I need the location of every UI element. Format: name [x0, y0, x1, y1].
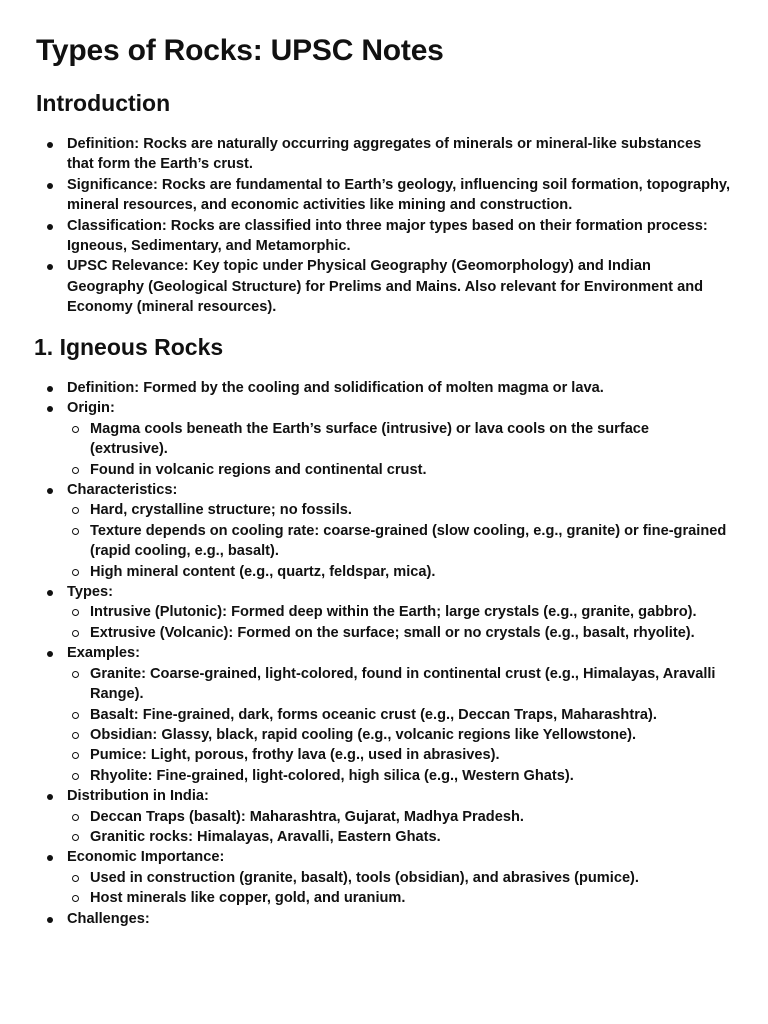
list-item	[40, 480, 730, 582]
list-item	[40, 134, 730, 175]
list-item	[40, 175, 730, 216]
list-item-text: UPSC Relevance: Key topic under Physical Geography (Geomorphology) and Indian Geography (Geological Structure) for Prelims and Mains. Also relevant for Environment and Economy (mineral resources).	[67, 258, 704, 316]
sub-list-item-text: Hard, crystalline structure; no fossils.	[90, 502, 352, 519]
sub-list-item	[67, 562, 730, 582]
sub-list-item-text: Pumice: Light, porous, frothy lava (e.g., used in abrasives).	[90, 747, 500, 764]
sub-list-item-text: Obsidian: Glassy, black, rapid cooling (e.g., volcanic regions like Yellowstone).	[90, 726, 637, 743]
circle-bullet-icon	[72, 507, 79, 514]
circle-bullet-icon	[72, 712, 79, 719]
circle-bullet-icon	[72, 630, 79, 637]
bullet-icon	[47, 406, 53, 412]
sub-list	[67, 868, 730, 909]
bullet-icon	[47, 488, 53, 494]
circle-bullet-icon	[72, 467, 79, 474]
circle-bullet-icon	[72, 609, 79, 616]
list-item-label: Challenges:	[67, 910, 150, 927]
circle-bullet-icon	[72, 569, 79, 576]
sub-list-item-text: Found in volcanic regions and continental crust.	[90, 461, 427, 478]
sub-list-item-text: Granitic rocks: Himalayas, Aravalli, Eastern Ghats.	[90, 828, 441, 845]
circle-bullet-icon	[72, 773, 79, 780]
sub-list-item-text: Granite: Coarse-grained, light-colored, found in continental crust (e.g., Himalayas, Aravalli Range).	[90, 665, 716, 703]
sub-list-item-text: Intrusive (Plutonic): Formed deep within the Earth; large crystals (e.g., granite, gabbro).	[90, 604, 697, 621]
bullet-icon	[47, 651, 53, 657]
list-item	[40, 378, 730, 398]
list-item-label: Examples:	[67, 645, 141, 662]
circle-bullet-icon	[72, 814, 79, 821]
introduction-list	[40, 134, 730, 318]
list-item	[40, 582, 730, 643]
sub-list-item	[67, 868, 730, 888]
sub-list-item	[67, 888, 730, 908]
list-item	[40, 216, 730, 257]
page-title: Types of Rocks: UPSC Notes	[36, 34, 444, 67]
sub-list-item-text: Extrusive (Volcanic): Formed on the surface; small or no crystals (e.g., basalt, rhyolite).	[90, 624, 695, 641]
sub-list-item-text: High mineral content (e.g., quartz, feldspar, mica).	[90, 563, 436, 580]
bullet-icon	[47, 794, 53, 800]
list-item-text: Definition: Formed by the cooling and solidification of molten magma or lava.	[67, 380, 604, 396]
introduction-heading: Introduction	[36, 90, 171, 116]
list-item	[40, 398, 730, 480]
bullet-icon	[47, 855, 53, 861]
list-item	[40, 643, 730, 786]
sub-list-item-text: Magma cools beneath the Earth’s surface (intrusive) or lava cools on the surface (extrusive).	[90, 420, 650, 458]
circle-bullet-icon	[72, 426, 79, 433]
sub-list-item-text: Host minerals like copper, gold, and uranium.	[90, 890, 406, 907]
list-item-label: Economic Importance:	[67, 849, 225, 866]
list-item-label: Characteristics:	[67, 482, 178, 499]
list-item-text: Definition: Rocks are naturally occurring aggregates of minerals or mineral-like substances that form the Earth’s crust.	[67, 136, 702, 173]
bullet-icon	[47, 386, 53, 392]
list-item	[40, 256, 730, 317]
sub-list-item	[67, 725, 730, 745]
sub-list-item-text: Rhyolite: Fine-grained, light-colored, high silica (e.g., Western Ghats).	[90, 767, 574, 784]
sub-list	[67, 602, 730, 643]
sub-list-item	[67, 807, 730, 827]
list-item	[40, 786, 730, 847]
sub-list-item	[67, 602, 730, 622]
sub-list-item-text: Texture depends on cooling rate: coarse-grained (slow cooling, e.g., granite) or fine-grained (rapid cooling, e.g., basalt).	[90, 522, 727, 560]
list-item	[40, 847, 730, 908]
bullet-icon	[47, 590, 53, 596]
sub-list-item	[67, 664, 730, 705]
sub-list-item	[67, 500, 730, 520]
list-item-text: Significance: Rocks are fundamental to Earth’s geology, influencing soil formation, topography, mineral resources, and economic activities like mining and construction.	[67, 176, 731, 214]
circle-bullet-icon	[72, 834, 79, 841]
igneous-heading: 1. Igneous Rocks	[34, 334, 224, 360]
sub-list	[67, 500, 730, 582]
circle-bullet-icon	[72, 752, 79, 759]
list-item-label: Origin:	[67, 400, 115, 417]
list-item-label: Types:	[67, 584, 113, 601]
sub-list-item	[67, 623, 730, 643]
sub-list-item	[67, 521, 730, 562]
list-item-label: Distribution in India:	[67, 788, 209, 805]
bullet-icon	[47, 264, 53, 270]
sub-list	[67, 664, 730, 786]
bullet-icon	[47, 183, 53, 189]
sub-list-item	[67, 705, 730, 725]
bullet-icon	[47, 224, 53, 230]
list-item-text: Classification: Rocks are classified into three major types based on their formation process: Igneous, Sedimentary, and Metamorphic.	[67, 217, 708, 255]
bullet-icon	[47, 917, 53, 923]
sub-list	[67, 807, 730, 848]
circle-bullet-icon	[72, 875, 79, 882]
sub-list-item	[67, 766, 730, 786]
circle-bullet-icon	[72, 528, 79, 535]
sub-list-item	[67, 419, 730, 460]
circle-bullet-icon	[72, 671, 79, 678]
list-item	[40, 909, 730, 929]
circle-bullet-icon	[72, 895, 79, 902]
sub-list-item-text: Deccan Traps (basalt): Maharashtra, Gujarat, Madhya Pradesh.	[90, 808, 524, 825]
sub-list-item-text: Basalt: Fine-grained, dark, forms oceanic crust (e.g., Deccan Traps, Maharashtra).	[90, 706, 657, 723]
sub-list-item	[67, 827, 730, 847]
bullet-icon	[47, 142, 53, 148]
sub-list-item-text: Used in construction (granite, basalt), tools (obsidian), and abrasives (pumice).	[90, 869, 639, 886]
circle-bullet-icon	[72, 732, 79, 739]
sub-list	[67, 419, 730, 480]
igneous-list	[40, 378, 730, 929]
sub-list-item	[67, 460, 730, 480]
sub-list-item	[67, 745, 730, 765]
